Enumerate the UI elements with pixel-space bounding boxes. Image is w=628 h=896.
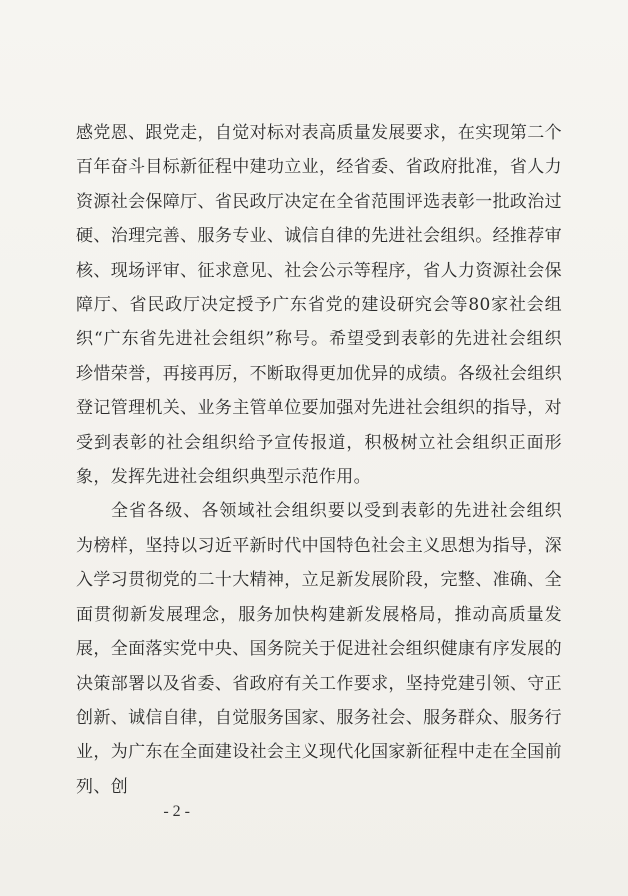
- paragraph-1: 感党恩、跟党走，自觉对标对表高质量发展要求，在实现第二个百年奋斗目标新征程中建功立业，经省委、省政府批准，省人力资源社会保障厅、省民政厅决定在全省范围评选表彰一批政治过硬、治理完善、服务专业、诚信自律的先进社会组织。经推荐审核、现场评审、征求意见、社会公示等程序，省人力资源社会保障厅、省民政厅决定授予广东省党的建设研究会等80家社会组织“广东省先进社会组织”称号。希望受到表彰的先进社会组织珍惜荣誉，再接再厉，不断取得更加优异的成绩。各级社会组织登记管理机关、业务主管单位要加强对先进社会组织的指导，对受到表彰的社会组织给予宣传报道，积极树立社会组织正面形象，发挥先进社会组织典型示范作用。: [76, 123, 562, 488]
- paragraph-2: 全省各级、各领域社会组织要以受到表彰的先进社会组织为榜样，坚持以习近平新时代中国特色社会主义思想为指导，深入学习贯彻党的二十大精神，立足新发展阶段，完整、准确、全面贯彻新发展理念，服务加快构建新发展格局，推动高质量发展，全面落实党中央、国务院关于促进社会组织健康有序发展的决策部署以及省委、省政府有关工作要求，坚持党建引领、守正创新、诚信自律，自觉服务国家、服务社会、服务群众、服务行业，为广东在全面建设社会主义现代化国家新征程中走在全国前列、创: [76, 501, 562, 797]
- page-number: - 2 -: [163, 803, 190, 820]
- document-body: [76, 116, 562, 804]
